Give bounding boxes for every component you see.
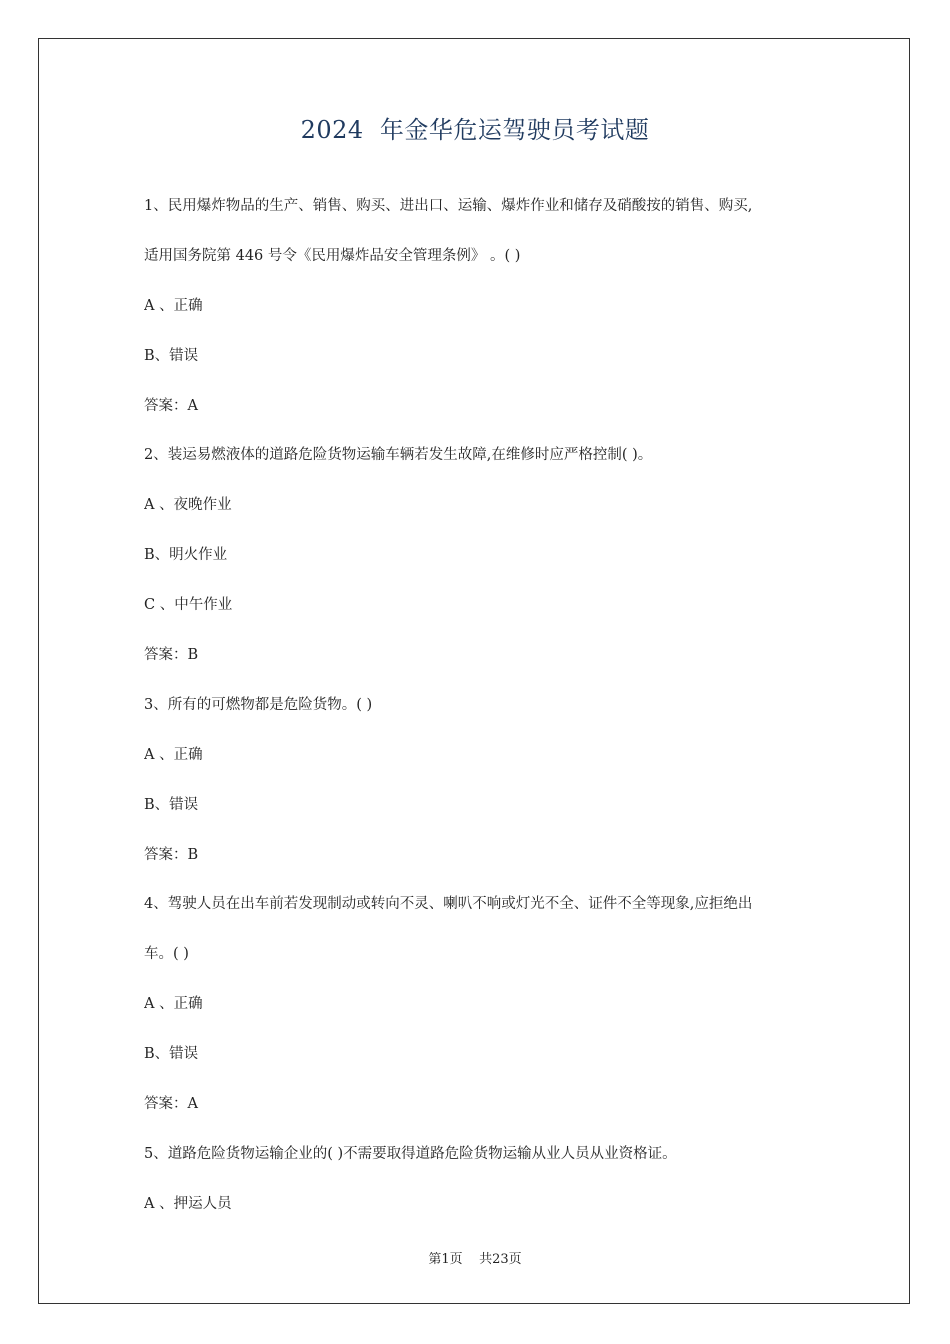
question-4-text-line-2: 车。( ) (144, 946, 189, 963)
question-1-option-a: A 、正确 (144, 297, 203, 314)
question-5-text: 5、道路危险货物运输企业的( )不需要取得道路危险货物运输从业人员从业资格证。 (144, 1145, 677, 1162)
question-5-option-a: A 、押运人员 (144, 1195, 232, 1212)
question-2-option-a: A 、夜晚作业 (144, 497, 232, 514)
question-list (144, 196, 824, 1244)
question-2-answer: 答案：B (144, 647, 199, 664)
page-number-footer: 第1页 共23页 (428, 1252, 522, 1267)
question-4-option-a: A 、正确 (144, 996, 203, 1013)
question-3-option-a: A 、正确 (144, 746, 203, 763)
question-2-option-b: B、明火作业 (144, 547, 228, 564)
document-title: 2024 年金华危运驾驶员考试题 (300, 116, 650, 144)
question-2-text: 2、装运易燃液体的道路危险货物运输车辆若发生故障,在维修时应严格控制( )。 (144, 447, 653, 464)
question-4-option-b: B、错误 (144, 1046, 199, 1063)
question-4-text-line-1: 4、驾驶人员在出车前若发现制动或转向不灵、喇叭不响或灯光不全、证件不全等现象,应拒绝出 (144, 896, 753, 913)
question-1-option-b: B、错误 (144, 347, 199, 364)
question-2-option-c: C 、中午作业 (144, 597, 233, 614)
question-3-answer: 答案：B (144, 846, 199, 863)
question-1-text-line-1: 1、民用爆炸物品的生产、销售、购买、进出口、运输、爆炸作业和储存及硝酸按的销售、购买, (144, 198, 753, 214)
question-3-option-b: B、错误 (144, 796, 199, 813)
question-1-answer: 答案：A (144, 397, 198, 414)
question-3-text: 3、所有的可燃物都是危险货物。( ) (144, 696, 373, 713)
question-1-text-line-2: 适用国务院第 446 号令《民用爆炸品安全管理条例》 。( ) (144, 247, 521, 264)
question-4-answer: 答案：A (144, 1096, 198, 1113)
